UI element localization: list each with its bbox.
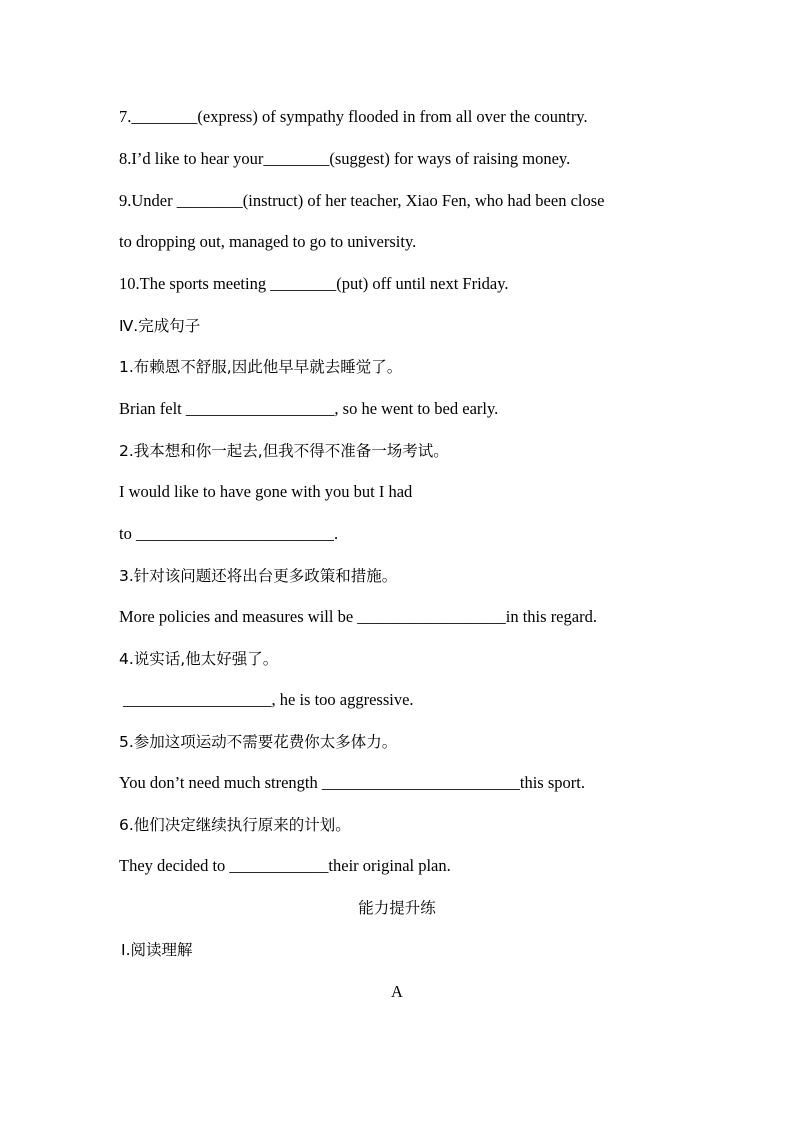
sentence-5-english: You don’t need much strength ________________________this sport.: [119, 773, 585, 792]
sentence-6-english: They decided to ____________their original plan.: [119, 856, 451, 875]
item-8: 8.I’d like to hear your________(suggest) for ways of raising money.: [119, 149, 571, 168]
item-9-line1: 9.Under ________(instruct) of her teacher, Xiao Fen, who had been close: [119, 191, 605, 210]
sentence-4-chinese: 4.说实话,他太好强了。: [119, 650, 279, 668]
item-9-line2: to dropping out, managed to go to university.: [119, 232, 417, 251]
sentence-4-english: __________________, he is too aggressive.: [123, 690, 414, 709]
sentence-3-chinese: 3.针对该问题还将出台更多政策和措施。: [119, 567, 398, 585]
section-heading: Ⅳ.完成句子: [119, 317, 201, 335]
sentence-1-english: Brian felt __________________, so he went to bed early.: [119, 399, 499, 418]
item-10: 10.The sports meeting ________(put) off until next Friday.: [119, 274, 509, 293]
sentence-2-english-line2: to ________________________.: [119, 524, 339, 543]
sentence-3-english: More policies and measures will be __________________in this regard.: [119, 607, 597, 626]
sentence-6-chinese: 6.他们决定继续执行原来的计划。: [119, 816, 351, 834]
advanced-practice-title: 能力提升练: [358, 899, 436, 917]
item-7: 7.________(express) of sympathy flooded in from all over the country.: [119, 107, 588, 126]
passage-label: A: [391, 982, 403, 1001]
sentence-2-english-line1: I would like to have gone with you but I had: [119, 482, 413, 501]
reading-section-heading: Ⅰ.阅读理解: [121, 941, 193, 959]
sentence-1-chinese: 1.布赖恩不舒服,因此他早早就去睡觉了。: [119, 358, 403, 376]
sentence-5-chinese: 5.参加这项运动不需要花费你太多体力。: [119, 733, 398, 751]
sentence-2-chinese: 2.我本想和你一起去,但我不得不准备一场考试。: [119, 442, 449, 460]
